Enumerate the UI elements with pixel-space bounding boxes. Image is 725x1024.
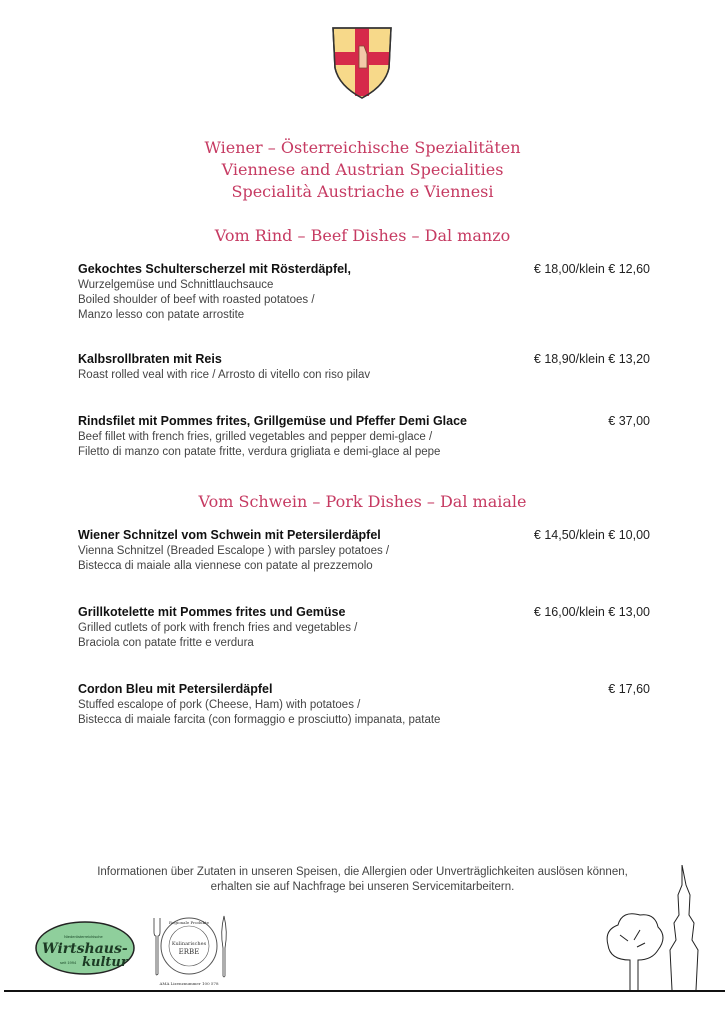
logo-main-text: Wirtshaus- bbox=[42, 941, 128, 957]
item-desc: Filetto di manzo con patate fritte, verdura grigliata e demi-glace al pepe bbox=[78, 446, 441, 458]
item-desc: Bistecca di maiale farcita (con formaggio e prosciutto) impanata, patate bbox=[78, 714, 441, 726]
logo-small-text: seit 1994 bbox=[60, 960, 77, 965]
menu-item bbox=[78, 413, 650, 460]
item-name: Gekochtes Schulterscherzel mit Rösterdäpfel, bbox=[78, 262, 352, 276]
item-desc: Vienna Schnitzel (Breaded Escalope ) with parsley potatoes / bbox=[78, 545, 390, 557]
item-price: € 37,00 bbox=[608, 414, 650, 428]
logo-license: AMA Lizenznummer 100 578 bbox=[159, 981, 219, 986]
item-price: € 17,60 bbox=[608, 682, 650, 696]
logo-main-text: kultur bbox=[82, 955, 128, 970]
item-name: Wiener Schnitzel vom Schwein mit Petersilerdäpfel bbox=[78, 528, 381, 542]
menu-item bbox=[78, 261, 650, 323]
item-name: Kalbsrollbraten mit Reis bbox=[78, 352, 222, 366]
footer-divider bbox=[4, 990, 725, 992]
item-price: € 18,90/klein € 13,20 bbox=[533, 352, 650, 366]
allergen-note: Informationen über Zutaten in unseren Speisen, die Allergien oder Unverträglichkeiten auslösen können, bbox=[97, 866, 628, 878]
item-desc: Braciola con patate fritte e verdura bbox=[78, 637, 254, 649]
menu-item bbox=[78, 681, 650, 728]
section-title-beef: Vom Rind – Beef Dishes – Dal manzo bbox=[214, 226, 511, 245]
heading-german: Wiener – Österreichische Spezialitäten bbox=[204, 138, 521, 157]
item-price: € 14,50/klein € 10,00 bbox=[533, 528, 650, 542]
item-desc: Boiled shoulder of beef with roasted potatoes / bbox=[78, 294, 315, 306]
item-desc: Grilled cutlets of pork with french fries and vegetables / bbox=[78, 622, 358, 634]
item-name: Grillkotelette mit Pommes frites und Gemüse bbox=[78, 605, 346, 619]
wirtshauskultur-logo bbox=[34, 920, 136, 976]
tree-and-tower-illustration bbox=[600, 865, 725, 995]
menu-item bbox=[78, 351, 650, 383]
allergen-note: erhalten sie auf Nachfrage bei unseren Servicemitarbeitern. bbox=[210, 881, 515, 893]
item-desc: Bistecca di maiale alla viennese con patate al prezzemolo bbox=[78, 560, 373, 572]
logo-line1: Kulinarisches bbox=[171, 941, 207, 947]
heading-italian: Specialità Austriache e Viennesi bbox=[231, 182, 494, 201]
kulinarisches-erbe-logo bbox=[148, 912, 230, 990]
item-desc: Beef fillet with french fries, grilled vegetables and pepper demi-glace / bbox=[78, 431, 433, 443]
heading-english: Viennese and Austrian Specialities bbox=[221, 160, 504, 179]
item-desc: Wurzelgemüse und Schnittlauchsauce bbox=[78, 279, 274, 291]
menu-item bbox=[78, 604, 650, 651]
menu-item bbox=[78, 527, 650, 574]
item-desc: Manzo lesso con patate arrostite bbox=[78, 309, 245, 321]
item-price: € 16,00/klein € 13,00 bbox=[533, 605, 650, 619]
section-title-pork: Vom Schwein – Pork Dishes – Dal maiale bbox=[198, 492, 527, 511]
item-name: Rindsfilet mit Pommes frites, Grillgemüse und Pfeffer Demi Glace bbox=[78, 414, 467, 428]
item-desc: Stuffed escalope of pork (Cheese, Ham) with potatoes / bbox=[78, 699, 361, 711]
logo-small-text: Niederösterreichische bbox=[64, 934, 103, 939]
logo-line2: ERBE bbox=[178, 948, 200, 956]
coat-of-arms-logo bbox=[330, 24, 394, 100]
item-price: € 18,00/klein € 12,60 bbox=[533, 262, 650, 276]
item-name: Cordon Bleu mit Petersilerdäpfel bbox=[78, 682, 273, 696]
item-desc: Roast rolled veal with rice / Arrosto di vitello con riso pilav bbox=[78, 369, 371, 381]
logo-ring-text: Regionale Produkte bbox=[168, 920, 210, 925]
